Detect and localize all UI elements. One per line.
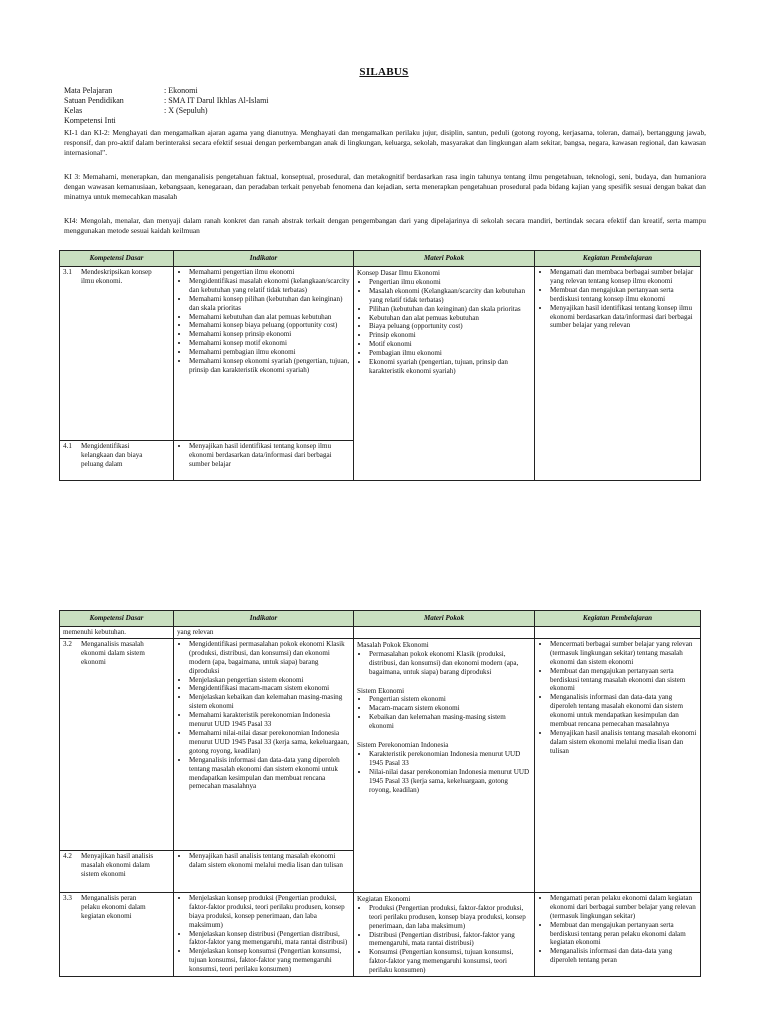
kd-number: 4.2: [63, 851, 72, 860]
kd-cell: [60, 441, 174, 481]
list-item: • Menyajikan hasil analisis tentang masalah ekonomi dalam sistem ekonomi melalui media lisan dan tulisan: [189, 852, 350, 870]
kd-cell: [60, 638, 174, 850]
meta-row: [64, 96, 269, 106]
meta-row: [64, 106, 269, 116]
meta-row: [64, 86, 269, 96]
materi-list: [357, 750, 531, 795]
table-header-row: [60, 611, 701, 627]
indikator-list: [177, 894, 350, 974]
list-item: • Menjelaskan konsep distribusi (Pengertian distribusi, faktor-faktor yang memengaruhi, mata rantai distribusi): [189, 930, 350, 948]
materi-cell: [354, 627, 535, 639]
list-item: • Mengidentifikasi masalah ekonomi (kelangkaan/scarcity dan kebutuhan yang relatif tidak terbatas): [189, 277, 350, 295]
header-kegiatan: Kegiatan Pembelajaran: [535, 611, 701, 627]
kd-number: 3.3: [63, 893, 72, 902]
indikator-list: [177, 852, 350, 870]
list-item: • Motif ekonomi: [369, 340, 531, 349]
list-item: • Kebutuhan dan alat pemuas kebutuhan: [369, 314, 531, 323]
indikator-cell: [174, 267, 354, 441]
list-item: • Pembagian ilmu ekonomi: [369, 349, 531, 358]
meta-key: Kompetensi Inti: [64, 116, 116, 125]
list-item: • Membuat dan mengajukan pertanyaan serta berdiskusi tentang masalah ekonomi dan sistem ekonomi: [550, 667, 697, 694]
list-item: • Biaya peluang (opportunity cost): [369, 322, 531, 331]
ki-4-paragraph: KI4: Mengolah, menalar, dan menyaji dalam ranah konkret dan ranah abstrak terkait dengan pengembangan dari yang dipelajarinya di sekolah secara mandiri, bertindak secara efektif dan kreatif, serta mampu menggunakan metode sesuai kaidah keilmuan: [64, 216, 706, 236]
list-item: • Menganalisis informasi dan data-data yang diperoleh tentang masalah ekonomi dan sistem ekonomi untuk mendapatkan kesimpulan dan membuat rencana pemecahan masalahnya: [550, 693, 697, 729]
list-item: • Macam-macam sistem ekonomi: [369, 704, 531, 713]
materi-list: [357, 904, 531, 975]
list-item: • Mengidentifikasi permasalahan pokok ekonomi Klasik (produksi, distribusi, dan konsumsi) dan ekonomi modern (apa, bagaimana, untuk siapa) barang diproduksi: [189, 640, 350, 676]
kd-number: 4.1: [63, 442, 72, 450]
header-materi-pokok: Materi Pokok: [354, 251, 535, 267]
kd-text: Menyajikan hasil analisis masalah ekonomi dalam sistem ekonomi: [81, 851, 154, 878]
materi-heading: Konsep Dasar Ilmu Ekonomi: [357, 269, 440, 277]
list-item: • Menjelaskan konsep konsumsi (Pengertian konsumsi, tujuan konsumsi, faktor-faktor yang memengaruhi konsumsi, teori perilaku konsumen): [189, 947, 350, 974]
ki-3-paragraph: KI 3: Memahami, menerapkan, dan menganalisis pengetahuan faktual, konseptual, prosedural, dan metakognitif berdasarkan rasa ingin tahunya tentang ilmu pengetahuan, teknologi, seni, budaya, dan humaniora dengan wawasan kemanusiaan, kebangsaan, kenegaraan, dan peradaban terkait penyebab fenomena dan kejadian, serta menerapkan pengetahuan prosedural pada bidang kajian yang spesifik sesuai dengan bakat dan minatnya untuk memecahkan masalah: [64, 172, 706, 202]
list-item: • Mengamati peran pelaku ekonomi dalam kegiatan ekonomi dari berbagai sumber belajar yang relevan (termasuk lingkungan sekitar): [550, 894, 697, 921]
list-item: • Distribusi (Pengertian distribusi, faktor-faktor yang memengaruhi, mata rantai distribusi): [369, 931, 531, 949]
indikator-list: [177, 268, 350, 375]
indikator-cell: [174, 850, 354, 892]
list-item: • Memahami pembagian ilmu ekonomi: [189, 348, 350, 357]
table-header-row: [60, 251, 701, 267]
page-title: SILABUS: [359, 66, 409, 78]
indikator-list: [177, 640, 350, 791]
materi-list: [357, 278, 531, 376]
list-item: • Membuat dan mengajukan pertanyaan serta berdiskusi tentang peran pelaku ekonomi dalam kegiatan ekonomi: [550, 921, 697, 948]
list-item: • Menganalisis informasi dan data-data yang diperoleh tentang masalah ekonomi dan sistem ekonomi untuk mendapatkan kesimpulan dan membuat rencana pemecahan masalahnya: [189, 756, 350, 792]
list-item: • Menjelaskan konsep produksi (Pengertian produksi, faktor-faktor produksi, teori perilaku produsen, konsep biaya produksi, konsep penerimaan, dan laba maksimum): [189, 894, 350, 930]
materi-list: [357, 650, 531, 677]
kegiatan-list: [538, 640, 697, 756]
kegiatan-cell: [535, 892, 701, 976]
list-item: • Kebaikan dan kelemahan masing-masing sistem ekonomi: [369, 713, 531, 731]
list-item: • Pengertian ilmu ekonomi: [369, 278, 531, 287]
list-item: • Nilai-nilai dasar perekonomian Indonesia menurut UUD 1945 Pasal 33 (kerja sama, kekeluargaan, gotong royong, keadilan): [369, 768, 531, 795]
header-indikator: Indikator: [174, 251, 354, 267]
list-item: • Pengertian sistem ekonomi: [369, 695, 531, 704]
list-item: • Masalah ekonomi (Kelangkaan/scarcity dan kebutuhan yang relatif tidak terbatas): [369, 287, 531, 305]
materi-heading: Masalah Pokok Ekonomi: [357, 640, 429, 649]
meta-key: Kelas: [64, 106, 83, 115]
kd-text: Menganalisis masalah ekonomi dalam sistem ekonomi: [81, 639, 145, 666]
list-item: • Mengamati dan membaca berbagai sumber belajar yang relevan tentang konsep ilmu ekonomi: [550, 268, 697, 286]
list-item: • Memahami konsep biaya peluang (opportunity cost): [189, 321, 350, 330]
meta-value: : X (Sepuluh): [164, 106, 208, 115]
list-item: • Memahami kebutuhan dan alat pemuas kebutuhan: [189, 313, 350, 322]
indikator-cell: [174, 892, 354, 976]
materi-heading: Kegiatan Ekonomi: [357, 894, 411, 903]
meta-row: [64, 116, 269, 126]
kegiatan-list: [538, 894, 697, 965]
list-item: • Permasalahan pokok ekonomi Klasik (produksi, distribusi, dan konsumsi) dan ekonomi modern (apa, bagaimana, untuk siapa) barang diproduksi: [369, 650, 531, 677]
indikator-cell: [174, 441, 354, 481]
kegiatan-cell: [535, 267, 701, 481]
list-item: • Mencermati berbagai sumber belajar yang relevan (termasuk lingkungan sekitar) tentang masalah ekonomi dan sistem ekonomi: [550, 640, 697, 667]
kd-cell: [60, 850, 174, 892]
list-item: • Ekonomi syariah (pengertian, tujuan, prinsip dan karakteristik ekonomi syariah): [369, 358, 531, 376]
kd-text: Mendeskripsikan konsep ilmu ekonomi.: [81, 268, 152, 285]
meta-value: : Ekonomi: [164, 86, 198, 95]
list-item: • Memahami konsep ekonomi syariah (pengertian, tujuan, prinsip dan karakteristik ekonomi syariah): [189, 357, 350, 375]
list-item: • Menjelaskan pengertian sistem ekonomi: [189, 676, 350, 685]
materi-cell: [354, 638, 535, 892]
list-item: • Memahami konsep motif ekonomi: [189, 339, 350, 348]
list-item: • Konsumsi (Pengertian konsumsi, tujuan konsumsi, faktor-faktor yang memengaruhi konsumsi, teori perilaku konsumen): [369, 948, 531, 975]
materi-cell: [354, 892, 535, 976]
table-row: [60, 638, 701, 850]
list-item: • Menjelaskan kebaikan dan kelemahan masing-masing sistem ekonomi: [189, 693, 350, 711]
kd-number: 3.1: [63, 268, 72, 276]
materi-heading: Sistem Ekonomi: [357, 686, 405, 695]
table-row: [60, 267, 701, 441]
kegiatan-cell: [535, 638, 701, 892]
materi-list: [357, 695, 531, 731]
indikator-cell: [174, 638, 354, 850]
syllabus-table-1: [59, 250, 701, 481]
kegiatan-list: [538, 268, 697, 330]
list-item: • Memahami konsep pilihan (kebutuhan dan keinginan) dan skala prioritas: [189, 295, 350, 313]
syllabus-table-2: [59, 610, 701, 977]
kegiatan-cell: [535, 627, 701, 639]
list-item: • Memahami nilai-nilai dasar perekonomian Indonesia menurut UUD 1945 Pasal 33 (kerja sama, kekeluargaan, gotong royong, keadilan): [189, 729, 350, 756]
list-item: • Pilihan (kebutuhan dan keinginan) dan skala prioritas: [369, 305, 531, 314]
list-item: • Prinsip ekonomi: [369, 331, 531, 340]
table-row: [60, 627, 701, 639]
list-item: • Menganalisis informasi dan data-data yang diperoleh tentang peran: [550, 947, 697, 965]
header-kompetensi-dasar: Kompetensi Dasar: [60, 251, 174, 267]
list-item: • Produksi (Pengertian produksi, faktor-faktor produksi, teori perilaku produsen, konsep biaya produksi, konsep penerimaan, dan laba maksimum): [369, 904, 531, 931]
kd-cell: [60, 892, 174, 976]
kd-text: Mengidentifikasi kelangkaan dan biaya peluang dalam: [81, 442, 143, 468]
kd-number: 3.2: [63, 639, 72, 648]
list-item: • Menyajikan hasil identifikasi tentang konsep ilmu ekonomi berdasarkan data/informasi dari berbagai sumber belajar yang relevan: [550, 304, 697, 331]
header-materi-pokok: Materi Pokok: [354, 611, 535, 627]
header-kegiatan: Kegiatan Pembelajaran: [535, 251, 701, 267]
list-item: • Karakteristik perekonomian Indonesia menurut UUD 1945 Pasal 33: [369, 750, 531, 768]
list-item: • Menyajikan hasil analisis tentang masalah ekonomi dalam sistem ekonomi melalui media lisan dan tulisan: [550, 729, 697, 756]
kd-text: Menganalisis peran pelaku ekonomi dalam kegiatan ekonomi: [81, 893, 146, 920]
materi-cell: [354, 267, 535, 481]
list-item: • Memahami pengertian ilmu ekonomi: [189, 268, 350, 277]
meta-block: [64, 86, 269, 126]
header-indikator: Indikator: [174, 611, 354, 627]
kd-continuation: memenuhi kebutuhan.: [60, 627, 174, 639]
meta-key: Mata Pelajaran: [64, 86, 113, 95]
kd-cell: [60, 267, 174, 441]
meta-key: Satuan Pendidikan: [64, 96, 124, 105]
indikator-continuation: yang relevan: [174, 627, 354, 639]
meta-value: : SMA IT Darul Ikhlas Al-Islami: [164, 96, 269, 105]
indikator-list: [177, 442, 350, 469]
table-row: [60, 892, 701, 976]
header-kompetensi-dasar: Kompetensi Dasar: [60, 611, 174, 627]
list-item: • Memahami karakteristik perekonomian Indonesia menurut UUD 1945 Pasal 33: [189, 711, 350, 729]
list-item: • Mengidentifikasi macam-macam sistem ekonomi: [189, 684, 350, 693]
ki-1-2-paragraph: KI-1 dan KI-2: Menghayati dan mengamalkan ajaran agama yang dianutnya. Menghayati dan mengamalkan perilaku jujur, disiplin, santun, peduli (gotong royong, kerjasama, toleran, damai), bertanggung jawab, responsif, dan pro-aktif dalam berinteraksi secara efektif sesuai dengan perkembangan anak di lingkungan, keluarga, sekolah, masyarakat dan lingkungan alam sekitar, bangsa, negara, kawasan regional, dan kawasan internasional".: [64, 128, 706, 158]
list-item: • Memahami konsep prinsip ekonomi: [189, 330, 350, 339]
materi-heading: Sistem Perekonomian Indonesia: [357, 741, 449, 750]
list-item: • Membuat dan mengajukan pertanyaan serta berdiskusi tentang konsep ilmu ekonomi: [550, 286, 697, 304]
list-item: • Menyajikan hasil identifikasi tentang konsep ilmu ekonomi berdasarkan data/informasi dari berbagai sumber belajar: [189, 442, 350, 469]
